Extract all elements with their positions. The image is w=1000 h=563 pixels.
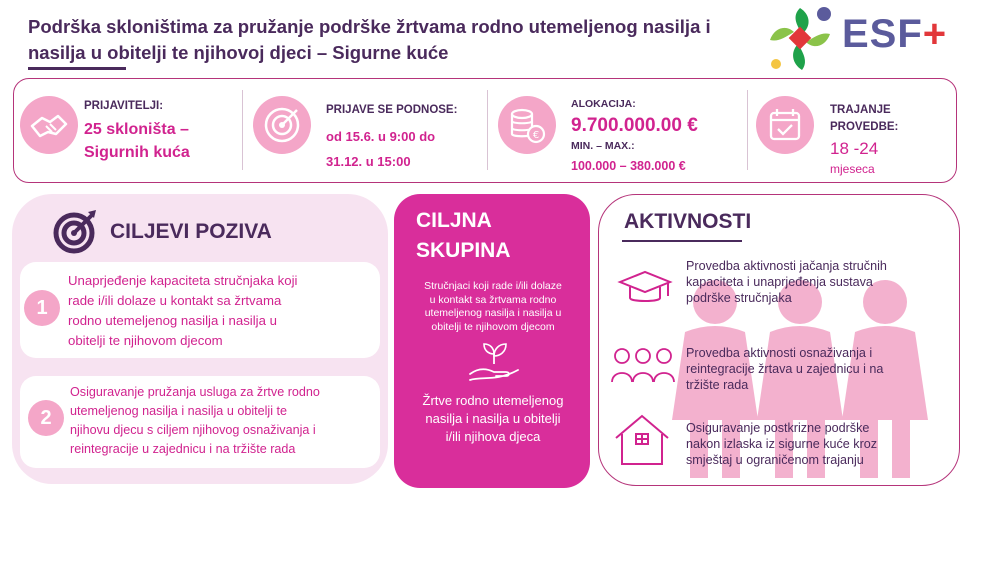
goal-number-1: 1 [24, 290, 60, 326]
target-group-professionals: Stručnjaci koji rade i/ili dolaze u kontakt sa žrtvama rodno utemeljenog nasilja i nasilja u obitelji te njihovom djecom [424, 280, 562, 333]
esf-logo-text: ESF+ [842, 12, 948, 56]
handshake-icon [20, 96, 78, 154]
goal-text-2: Osiguravanje pružanja usluga za žrtve rodno utemeljenog nasilja i nasilja u obitelji te njihovu djecu s ciljem njihovog osnaživanja i reintegracije u zajednicu i na tržište rada [70, 385, 320, 456]
applicants-value: 25 skloništa – [84, 121, 189, 138]
allocation-range: 100.000 – 380.000 € [571, 159, 686, 173]
submission-label: PRIJAVE SE PODNOSE: [326, 104, 458, 116]
target-group-title: CILJNA SKUPINA [416, 209, 511, 262]
women-group-icon [610, 342, 676, 390]
goal-text-1: Unaprjeđenje kapaciteta stručnjaka koji rade i/ili dolaze u kontakt sa žrtvama rodno utemeljenog nasilja i nasilja u obitelji te njihovom djecom [68, 273, 298, 348]
title-line-1: Podrška skloništima za pružanje podrške žrtvama rodno utemeljenog nasilja i [28, 16, 711, 37]
hand-plant-icon [466, 340, 522, 384]
house-icon [612, 412, 672, 468]
calendar-icon [756, 96, 814, 154]
duration-label-2: PROVEDBE: [830, 121, 899, 133]
activity-text-2: Provedba aktivnosti osnaživanja i reintegracije žrtava u zajednicu i na tržište rada [686, 346, 884, 392]
activity-text-1: Provedba aktivnosti jačanja stručnih kapaciteta i unaprjeđenja sustava podrške stručnjaka [686, 259, 887, 305]
target-arrow-icon [50, 206, 100, 256]
applicants-label: PRIJAVITELJI: [84, 100, 164, 112]
activities-underline [622, 240, 742, 242]
activities-title: AKTIVNOSTI [624, 210, 752, 233]
duration-value: 18 -24 [830, 139, 879, 158]
title-line-2: nasilja u obitelji te njihovoj djeci – Sigurne kuće [28, 42, 449, 63]
allocation-label: ALOKACIJA: [571, 98, 636, 110]
target-group-victims: Žrtve rodno utemeljenog nasilja i nasilja u obitelji i/ili njihova djeca [422, 393, 564, 444]
duration-label: TRAJANJE [830, 104, 891, 116]
divider [747, 90, 748, 170]
activity-text-3: Osiguravanje postkrizne podrške nakon izlaska iz sigurne kuće kroz smještaj u ograničenom trajanju [686, 421, 878, 467]
coins-icon [498, 96, 556, 154]
svg-text:€: € [532, 130, 540, 141]
duration-unit: mjeseca [830, 162, 875, 176]
allocation-range-label: MIN. – MAX.: [571, 140, 635, 152]
allocation-value: 9.700.000.00 € [571, 115, 698, 136]
applicants-value-2: Sigurnih kuća [84, 144, 190, 161]
title-underline [28, 67, 126, 70]
esf-emblem-icon [764, 4, 836, 74]
esf-logo [762, 4, 972, 74]
submission-line-1: od 15.6. u 9:00 do [326, 129, 436, 144]
graduation-cap-icon [616, 264, 674, 314]
divider [487, 90, 488, 170]
divider [242, 90, 243, 170]
goals-title: CILJEVI POZIVA [110, 220, 272, 243]
goal-number-2: 2 [28, 400, 64, 436]
target-icon [253, 96, 311, 154]
submission-line-2: 31.12. u 15:00 [326, 154, 411, 169]
page-title [28, 14, 768, 66]
